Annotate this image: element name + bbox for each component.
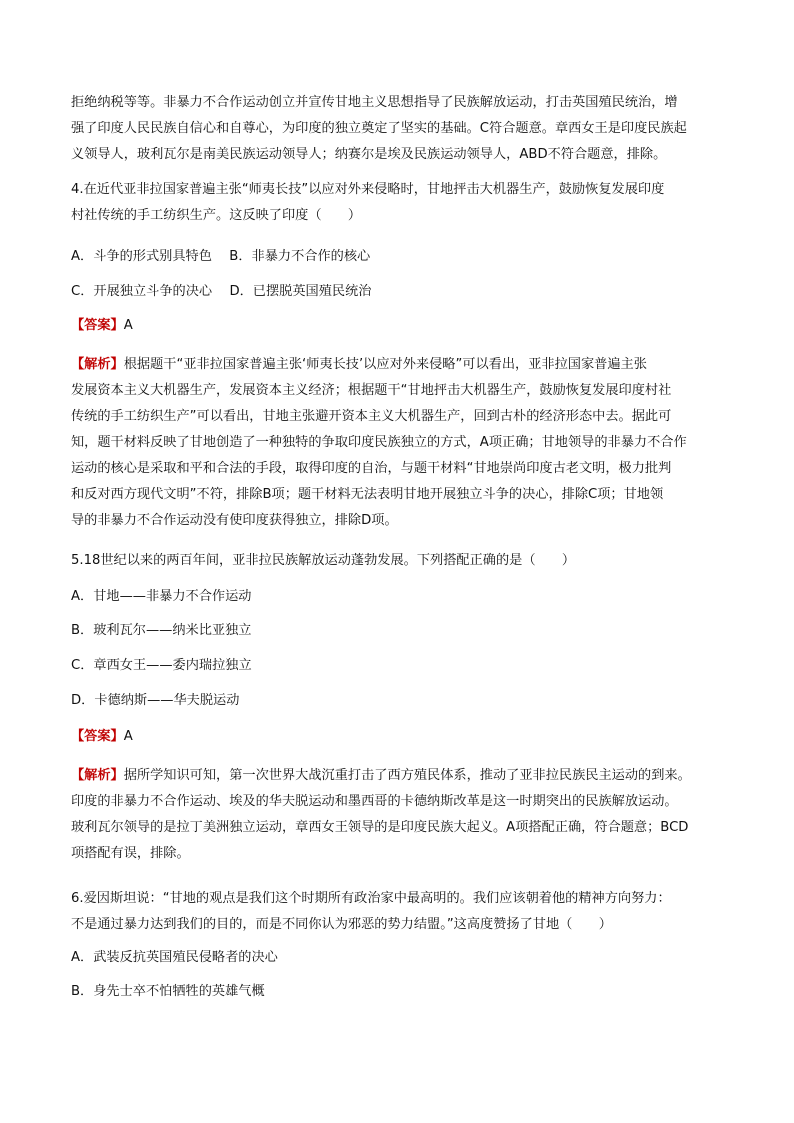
- text-line: 印度的非暴力不合作运动、埃及的华夫脱运动和墨西哥的卡德纳斯改革是这一时期突出的民族解放运动。: [71, 794, 678, 809]
- text-line: 玻利瓦尔领导的是拉丁美洲独立运动，章西女王领导的是印度民族大起义。A项搭配正确，符合题意；BCD: [71, 820, 689, 835]
- question-5-option-c: [71, 653, 726, 679]
- text-line: 发展资本主义大机器生产，发展资本主义经济；根据题干“甘地抨击大机器生产，鼓励恢复发展印度村社: [71, 383, 672, 398]
- text-line: 4.在近代亚非拉国家普遍主张“师夷长技”以应对外来侵略时，甘地抨击大机器生产，鼓励恢复发展印度: [71, 182, 665, 197]
- question-4-answer: [71, 313, 726, 339]
- option-item: A．甘地——非暴力不合作运动: [71, 589, 252, 604]
- answer-tag: 【答案】: [71, 729, 124, 744]
- text-line: 6.爱因斯坦说：“甘地的观点是我们这个时期所有政治家中最高明的。我们应该朝着他的精神方向努力：: [71, 891, 671, 906]
- question-4-options-row-1: [71, 244, 726, 270]
- text-line: 强了印度人民民族自信心和自尊心，为印度的独立奠定了坚实的基础。C符合题意。章西女王是印度民族起: [71, 121, 687, 136]
- question-4-analysis: [71, 352, 726, 534]
- question-5-analysis: [71, 763, 726, 867]
- text-line: 运动的核心是采取和平和合法的手段，取得印度的自治，与题干材料“甘地崇尚印度古老文明，极力批判: [71, 461, 672, 476]
- text-line: 5.18世纪以来的两百年间，亚非拉民族解放运动蓬勃发展。下列搭配正确的是（ ）: [71, 553, 576, 568]
- text-line: 传统的手工纺织生产”可以看出，甘地主张避开资本主义大机器生产，回到古朴的经济形态中去。据此可: [71, 409, 672, 424]
- question-5-option-d: [71, 688, 726, 714]
- question-5-option-b: [71, 618, 726, 644]
- text-line: 拒绝纳税等等。非暴力不合作运动创立并宣传甘地主义思想指导了民族解放运动，打击英国殖民统治，增: [71, 95, 678, 110]
- intro-paragraph: [71, 90, 726, 168]
- answer-value: A: [123, 318, 133, 333]
- analysis-text: 根据题干“亚非拉国家普遍主张‘师夷长技’以应对外来侵略”可以看出，亚非拉国家普遍主张: [123, 357, 647, 372]
- option-row: C．开展独立斗争的决心 D．已摆脱英国殖民统治: [71, 284, 372, 299]
- text-line: 不是通过暴力达到我们的目的，而是不同你认为邪恶的势力结盟。”这高度赞扬了甘地（ ）: [71, 917, 612, 932]
- question-6-stem: [71, 886, 726, 938]
- question-6-option-b: [71, 979, 726, 1005]
- text-line: 和反对西方现代文明”不符，排除B项；题干材料无法表明甘地开展独立斗争的决心，排除C项；甘地领: [71, 487, 664, 502]
- text-line: 义领导人，玻利瓦尔是南美民族运动领导人；纳赛尔是埃及民族运动领导人，ABD不符合题意，排除。: [71, 147, 667, 162]
- analysis-text: 据所学知识可知，第一次世界大战沉重打击了西方殖民体系，推动了亚非拉民族民主运动的到来。: [123, 768, 691, 783]
- option-item: B．玻利瓦尔——纳米比亚独立: [71, 623, 252, 638]
- question-5-option-a: [71, 584, 726, 610]
- analysis-tag: 【解析】: [71, 768, 124, 783]
- option-row: A．斗争的形式别具特色 B．非暴力不合作的核心: [71, 249, 371, 264]
- text-line: 村社传统的手工纺织生产。这反映了印度（ ）: [71, 208, 362, 223]
- analysis-tag: 【解析】: [71, 357, 124, 372]
- option-item: C．章西女王——委内瑞拉独立: [71, 658, 252, 673]
- text-line: 知，题干材料反映了甘地创造了一种独特的争取印度民族独立的方式，A项正确；甘地领导的非暴力不合作: [71, 435, 687, 450]
- option-item: D．卡德纳斯——华夫脱运动: [71, 693, 240, 708]
- text-line: 项搭配有误，排除。: [71, 846, 190, 861]
- option-item: B．身先士卒不怕牺牲的英雄气概: [71, 984, 265, 999]
- question-5-answer: [71, 724, 726, 750]
- answer-value: A: [123, 729, 133, 744]
- answer-tag: 【答案】: [71, 318, 124, 333]
- question-4-options-row-2: [71, 279, 726, 305]
- question-5-stem: [71, 548, 726, 574]
- question-4-stem: [71, 177, 726, 229]
- question-6-option-a: [71, 945, 726, 971]
- text-line: 导的非暴力不合作运动没有使印度获得独立，排除D项。: [71, 513, 398, 528]
- option-item: A．武装反抗英国殖民侵略者的决心: [71, 950, 278, 965]
